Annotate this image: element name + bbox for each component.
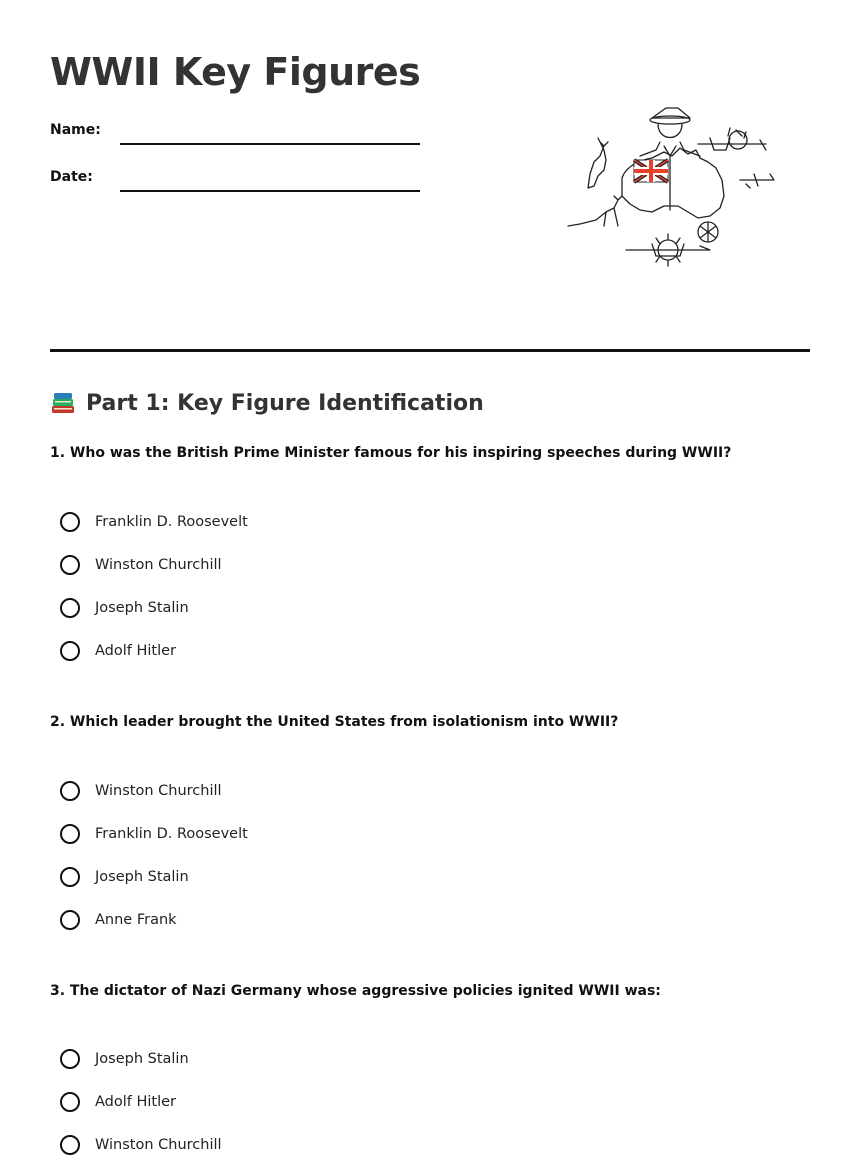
q2-option-3[interactable] <box>60 864 189 890</box>
date-field[interactable] <box>120 190 420 192</box>
soldier-head <box>658 124 682 138</box>
union-jack-flag-icon <box>634 160 668 182</box>
q1-option-1[interactable] <box>60 509 248 535</box>
books-icon <box>50 390 76 416</box>
page-title: WWII Key Figures <box>50 50 421 94</box>
option-label: Franklin D. Roosevelt <box>95 826 248 842</box>
q3-option-3[interactable] <box>60 1132 222 1158</box>
date-label: Date: <box>50 169 93 185</box>
radio-button[interactable] <box>60 555 80 575</box>
radio-button[interactable] <box>60 1049 80 1069</box>
option-label: Franklin D. Roosevelt <box>95 514 248 530</box>
q1-option-2[interactable] <box>60 552 222 578</box>
radio-button[interactable] <box>60 512 80 532</box>
radio-button[interactable] <box>60 1135 80 1155</box>
radio-button[interactable] <box>60 867 80 887</box>
section-heading-part1 <box>50 390 484 416</box>
kangaroo-icon-2 <box>568 196 622 226</box>
kangaroo-icon-1 <box>588 138 608 188</box>
question-2: 2. Which leader brought the United States from isolationism into WWII? <box>50 714 619 730</box>
option-label: Joseph Stalin <box>95 600 189 616</box>
wwii-australia-illustration <box>560 100 780 275</box>
q2-option-2[interactable] <box>60 821 248 847</box>
question-3: 3. The dictator of Nazi Germany whose aggressive policies ignited WWII was: <box>50 983 661 999</box>
option-label: Adolf Hitler <box>95 1094 177 1110</box>
q3-option-2[interactable] <box>60 1089 176 1115</box>
radio-button[interactable] <box>60 910 80 930</box>
radio-button[interactable] <box>60 781 80 801</box>
q3-option-1[interactable] <box>60 1046 189 1072</box>
option-label: Winston Churchill <box>95 1137 222 1153</box>
q2-option-4[interactable] <box>60 907 177 933</box>
option-label: Winston Churchill <box>95 783 222 799</box>
option-label: Anne Frank <box>95 912 177 928</box>
option-label: Adolf Hitler <box>95 643 177 659</box>
question-1: 1. Who was the British Prime Minister famous for his inspiring speeches during WWII? <box>50 445 732 461</box>
q2-option-1[interactable] <box>60 778 222 804</box>
name-field[interactable] <box>120 143 420 145</box>
airplane-icon-2 <box>740 174 774 188</box>
section-divider <box>50 349 810 352</box>
q1-option-4[interactable] <box>60 638 176 664</box>
australia-map-outline <box>622 148 724 218</box>
radio-button[interactable] <box>60 641 80 661</box>
option-label: Joseph Stalin <box>95 869 189 885</box>
name-label: Name: <box>50 122 101 138</box>
option-label: Winston Churchill <box>95 557 222 573</box>
option-label: Joseph Stalin <box>95 1051 189 1067</box>
radio-button[interactable] <box>60 598 80 618</box>
radio-button[interactable] <box>60 824 80 844</box>
section-heading-text: Part 1: Key Figure Identification <box>86 390 484 416</box>
q1-option-3[interactable] <box>60 595 189 621</box>
airplane-icon-3 <box>626 244 710 256</box>
radio-button[interactable] <box>60 1092 80 1112</box>
